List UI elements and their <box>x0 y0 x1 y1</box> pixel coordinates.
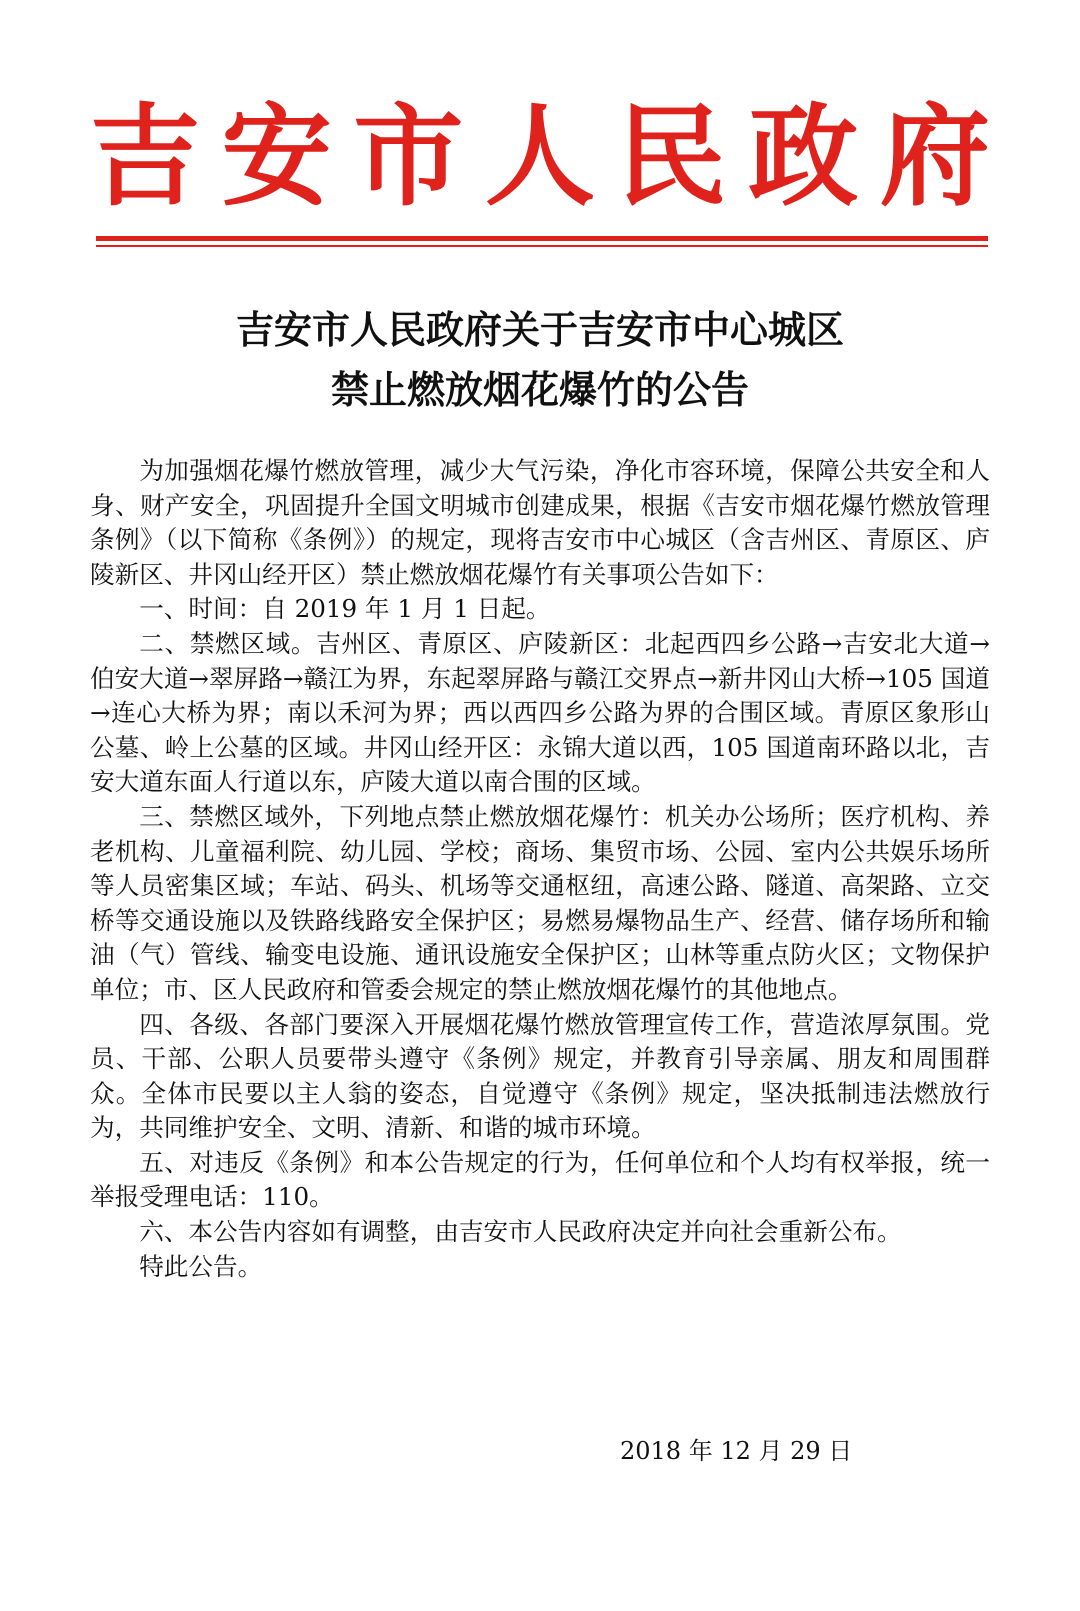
document-title <box>90 300 990 420</box>
header-divider-thin <box>96 245 988 247</box>
paragraph-item-5: 五、对违反《条例》和本公告规定的行为，任何单位和个人均有权举报，统一举报受理电话：110。 <box>90 1147 990 1212</box>
paragraph-item-3: 三、禁燃区域外，下列地点禁止燃放烟花爆竹：机关办公场所；医疗机构、养老机构、儿童福利院、幼儿园、学校；商场、集贸市场、公园、室内公共娱乐场所等人员密集区域；车站、码头、机场等交通枢纽，高速公路、隧道、高架路、立交桥等交通设施以及铁路线路安全保护区；易燃易爆物品生产、经营、储存场所和输油（气）管线、输变电设施、通讯设施安全保护区；山林等重点防火区；文物保护单位；市、区人民政府和管委会规定的禁止燃放烟花爆竹的其他地点。 <box>90 801 990 1004</box>
paragraph-item-6: 六、本公告内容如有调整，由吉安市人民政府决定并向社会重新公布。 <box>139 1217 902 1247</box>
paragraph-preamble: 为加强烟花爆竹燃放管理，减少大气污染，净化市容环境，保障公共安全和人身、财产安全，巩固提升全国文明城市创建成果，根据《吉安市烟花爆竹燃放管理条例》（以下简称《条例》）的规定，现将吉安市中心城区（含吉州区、青原区、庐陵新区、井冈山经开区）禁止燃放烟花爆竹有关事项公告如下： <box>90 456 990 589</box>
paragraph-closing: 特此公告。 <box>139 1251 263 1281</box>
header-char: 市 <box>353 92 464 221</box>
paragraph-item-1: 一、时间：自 2019 年 1 月 1 日起。 <box>139 594 551 624</box>
paragraph-item-2: 二、禁燃区域。吉州区、青原区、庐陵新区：北起西四乡公路→吉安北大道→伯安大道→翠屏路→赣江为界，东起翠屏路与赣江交界点→新井冈山大桥→105 国道→连心大桥为界；南以禾河为界；西以西四乡公路为界的合围区域。青原区象形山公墓、岭上公墓的区域。井冈山经开区：永锦大道以西，105 国道南环路以北，吉安大道东面人行道以东，庐陵大道以南合围的区域。 <box>90 628 990 797</box>
issuing-authority-header <box>90 92 990 222</box>
title-line-2: 禁止燃放烟花爆竹的公告 <box>330 368 749 412</box>
header-char: 安 <box>221 92 332 221</box>
paragraph-item-4: 四、各级、各部门要深入开展烟花爆竹燃放管理宣传工作，营造浓厚氛围。党员、干部、公职人员要带头遵守《条例》规定，并教育引导亲属、朋友和周围群众。全体市民要以主人翁的姿态，自觉遵守《条例》规定，坚决抵制违法燃放行为，共同维护安全、文明、清新、和谐的城市环境。 <box>90 1009 990 1143</box>
document-body <box>90 454 990 1284</box>
header-char: 府 <box>879 92 990 221</box>
header-char: 民 <box>616 92 727 221</box>
title-line-1: 吉安市人民政府关于吉安市中心城区 <box>235 308 844 352</box>
header-char: 人 <box>484 92 595 221</box>
header-divider-thick <box>96 236 988 241</box>
header-char: 吉 <box>90 92 200 221</box>
header-char: 政 <box>748 92 859 221</box>
issue-date: 2018 年 12 月 29 日 <box>620 1437 853 1465</box>
